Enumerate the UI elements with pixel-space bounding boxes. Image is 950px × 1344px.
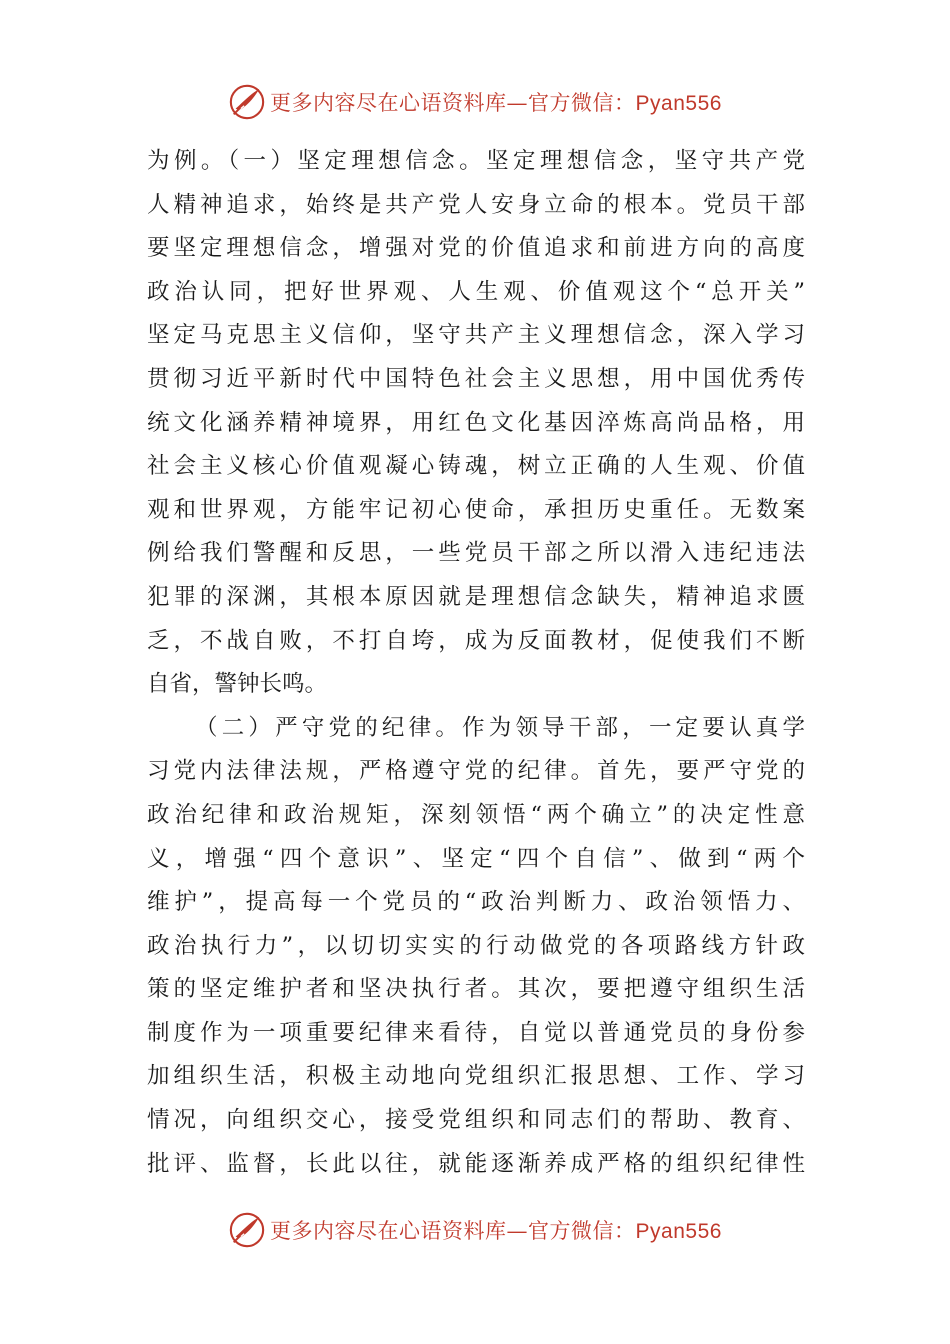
text-line: 例给我们警醒和反思，一些党员干部之所以滑入违纪违法 bbox=[147, 540, 805, 567]
banner-text: 更多内容尽在心语资料库—官方微信：Pyan556 bbox=[270, 1219, 722, 1243]
document-body bbox=[147, 140, 805, 1186]
text-line: 制度作为一项重要纪律来看待，自觉以普通党员的身份参 bbox=[147, 1019, 805, 1046]
text-line: 政治纪律和政治规矩，深刻领悟“两个确立”的决定性意 bbox=[147, 801, 805, 828]
text-line: （二）严守党的纪律。作为领导干部，一定要认真学 bbox=[195, 714, 805, 741]
text-line: 习党内法律法规，严格遵守党的纪律。首先，要严守党的 bbox=[147, 758, 805, 785]
footer-watermark-banner bbox=[0, 1208, 950, 1252]
text-line: 贯彻习近平新时代中国特色社会主义思想，用中国优秀传 bbox=[147, 365, 805, 392]
text-line: 义，增强“四个意识”、坚定“四个自信”、做到“两个 bbox=[147, 845, 805, 872]
header-watermark-banner bbox=[0, 80, 950, 124]
text-line: 自省，警钟长鸣。 bbox=[147, 671, 328, 698]
text-line: 情况，向组织交心，接受党组织和同志们的帮助、教育、 bbox=[147, 1107, 805, 1134]
text-line: 维护”，提高每一个党员的“政治判断力、政治领悟力、 bbox=[147, 889, 805, 916]
quill-logo-icon bbox=[228, 83, 266, 121]
text-line: 策的坚定维护者和坚决执行者。其次，要把遵守组织生活 bbox=[147, 976, 805, 1003]
text-line: 坚定马克思主义信仰，坚守共产主义理想信念，深入学习 bbox=[147, 322, 805, 349]
text-line: 犯罪的深渊，其根本原因就是理想信念缺失，精神追求匮 bbox=[147, 583, 805, 610]
paragraph-1 bbox=[147, 140, 805, 707]
text-line: 批评、监督，长此以往，就能逐渐养成严格的组织纪律性 bbox=[147, 1150, 805, 1177]
text-line: 观和世界观，方能牢记初心使命，承担历史重任。无数案 bbox=[147, 496, 805, 523]
text-line: 社会主义核心价值观凝心铸魂，树立正确的人生观、价值 bbox=[147, 453, 805, 480]
text-line: 加组织生活，积极主动地向党组织汇报思想、工作、学习 bbox=[147, 1063, 805, 1090]
wechat-id: Pyan556 bbox=[635, 92, 722, 115]
wechat-id: Pyan556 bbox=[635, 1220, 722, 1243]
banner-text: 更多内容尽在心语资料库—官方微信：Pyan556 bbox=[270, 91, 722, 115]
text-line: 政治执行力”，以切切实实的行动做党的各项路线方针政 bbox=[147, 932, 805, 959]
paragraph-2 bbox=[147, 707, 805, 1187]
quill-logo-icon bbox=[228, 1211, 266, 1249]
text-line: 为例。（一）坚定理想信念。坚定理想信念，坚守共产党 bbox=[147, 148, 805, 174]
text-line: 要坚定理想信念，增强对党的价值追求和前进方向的高度 bbox=[147, 235, 805, 262]
text-line: 乏，不战自败，不打自垮，成为反面教材，促使我们不断 bbox=[147, 627, 805, 654]
text-line: 人精神追求，始终是共产党人安身立命的根本。党员干部 bbox=[147, 191, 805, 218]
text-line: 政治认同，把好世界观、人生观、价值观这个“总开关” bbox=[147, 278, 805, 305]
text-line: 统文化涵养精神境界，用红色文化基因淬炼高尚品格，用 bbox=[147, 409, 805, 436]
